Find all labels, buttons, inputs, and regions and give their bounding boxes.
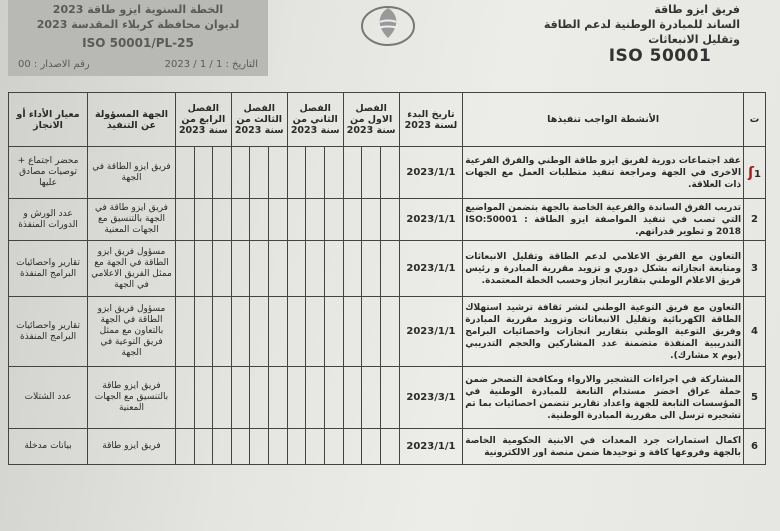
header-q1: الفصل الاول من سنة 2023 xyxy=(343,93,399,147)
plan-title-line-1: الخطة السنوية ايزو طاقة 2023 xyxy=(52,3,224,16)
plan-revision: رقم الاصدار : 00 xyxy=(18,59,90,70)
table-row xyxy=(9,199,766,241)
header-q3: الفصل الثالث من سنة 2023 xyxy=(231,93,287,147)
table-row xyxy=(9,241,766,297)
row-task: اكمال استمارات جرد المعدات في الابنية الحكومية الخاصة بالجهة وفروعها كافة و توحيدها ضمن منصة اور الالكترونية xyxy=(463,429,744,465)
row-kpi: تقارير واحصائيات البرامج المنفذة xyxy=(9,297,88,367)
team-name: فريق ايزو طاقة xyxy=(654,3,740,16)
row-start-date: 2023/1/1 xyxy=(399,241,463,297)
row-task: التعاون مع الفريق الاعلامي لدعم الطاقة وتقليل الانبعاثات ومتابعة انجازاته بشكل دوري و تزويد مقررية المبادرة و رئيس فريق الاعلام الوطني بتقارير انجاز وحسب الخطة المعتمدة. xyxy=(463,241,744,297)
plan-iso-code: ISO 50001/PL-25 xyxy=(82,36,194,50)
header-start: تاريخ البدء لسنة 2023 xyxy=(399,93,463,147)
row-start-date: 2023/1/1 xyxy=(399,199,463,241)
team-line-3: وتقليل الانبعاثات xyxy=(648,33,740,46)
header-q4: الفصل الرابع من سنة 2023 xyxy=(175,93,231,147)
row-kpi: محضر اجتماع + توصيات مصادق عليها xyxy=(9,147,88,199)
table-row xyxy=(9,297,766,367)
logo-icon xyxy=(358,0,418,46)
plan-title-line-2: لديوان محافظة كربلاء المقدسة 2023 xyxy=(36,18,240,31)
row-num xyxy=(744,147,766,199)
header-num: ت xyxy=(744,93,766,147)
row-kpi: بيانات مدخلة xyxy=(9,429,88,465)
activities-table xyxy=(8,92,766,465)
row-start-date: 2023/3/1 xyxy=(399,367,463,429)
plan-title-block xyxy=(8,0,268,76)
row-responsible: فريق ايزو طاقة بالتنسيق مع الجهات المعنية xyxy=(88,367,176,429)
table-row xyxy=(9,147,766,199)
team-line-2: الساند للمبادرة الوطنية لدعم الطاقة xyxy=(543,18,740,31)
table-row xyxy=(9,367,766,429)
header-task: الأنشطة الواجب تنفيذها xyxy=(463,93,744,147)
row-task: التعاون مع فريق التوعية الوطني لنشر ثقافة ترشيد استهلاك الطاقة الكهربائية وتقليل الانبعاثات وتزويد مقررية المبادرة وفريق التوعية الوطني بتقارير انجازات واحصائيات البرامج التدريبية المنفذة متضمنة عدد المشاركين والحجم التدريبي (يوم x مشارك). xyxy=(463,297,744,367)
row-task: عقد اجتماعات دورية لفريق ايزو طاقة الوطني والفرق الفرعية الاخرى في الجهة ومراجعة تنفيذ متطلبات العمل مع الجهات ذات العلاقة. xyxy=(463,147,744,199)
row-num: 4 xyxy=(744,297,766,367)
row-responsible: مسؤول فريق ايزو الطاقة في الجهة بالتعاون مع ممثل فريق التوعية في الجهة xyxy=(88,297,176,367)
row-responsible: فريق ايزو طاقة xyxy=(88,429,176,465)
row-responsible: مسؤول فريق ايزو الطاقة في الجهة مع ممثل الفريق الاعلامي في الجهة xyxy=(88,241,176,297)
table-header-row xyxy=(9,93,766,147)
row-kpi: تقارير واحصائيات البرامج المنفذة xyxy=(9,241,88,297)
row-task: تدريب الفرق الساندة والفرعية الخاصة بالجهة بتضمن المواضيع التي تصب في تنفيذ المواصفة ايزو الطاقة ISO:50001 : 2018 و تطوير قدراتهم. xyxy=(463,199,744,241)
team-header xyxy=(490,2,740,64)
row-kpi: عدد الشتلات xyxy=(9,367,88,429)
row-num: 3 xyxy=(744,241,766,297)
row-num: 2 xyxy=(744,199,766,241)
header-resp: الجهة المسؤولة عن التنفيذ xyxy=(88,93,176,147)
row-task: المشاركة في اجراءات التشجير والارواء ومكافحة التصحر ضمن حملة عراق اخضر مستدام التابعة للمبادرة الوطنية في المؤسسات التابعة للجهة واعداد تقارير تتضمن احصائيات بما تم تشجيره ترسل الى مقررية المبادرة الوطنية. xyxy=(463,367,744,429)
row-num-value: 1 xyxy=(753,168,761,180)
header-q2: الفصل الثاني من سنة 2023 xyxy=(287,93,343,147)
header-kpi: معيار الأداء أو الانجاز xyxy=(9,93,88,147)
row-kpi: عدد الورش و الدورات المنفذة xyxy=(9,199,88,241)
row-num: 6 xyxy=(744,429,766,465)
row-num: 5 xyxy=(744,367,766,429)
row-start-date: 2023/1/1 xyxy=(399,429,463,465)
row-responsible: فريق ايزو طاقة في الجهة بالتنسيق مع الجهات المعنية xyxy=(88,199,176,241)
row-start-date: 2023/1/1 xyxy=(399,297,463,367)
check-mark-icon: ʃ xyxy=(748,164,754,181)
row-responsible: فريق ايزو الطاقة في الجهة xyxy=(88,147,176,199)
team-iso: ISO 50001 xyxy=(608,46,712,66)
table-row xyxy=(9,429,766,465)
plan-date: التاريخ : 1 / 1 / 2023 xyxy=(164,59,258,70)
row-start-date: 2023/1/1 xyxy=(399,147,463,199)
